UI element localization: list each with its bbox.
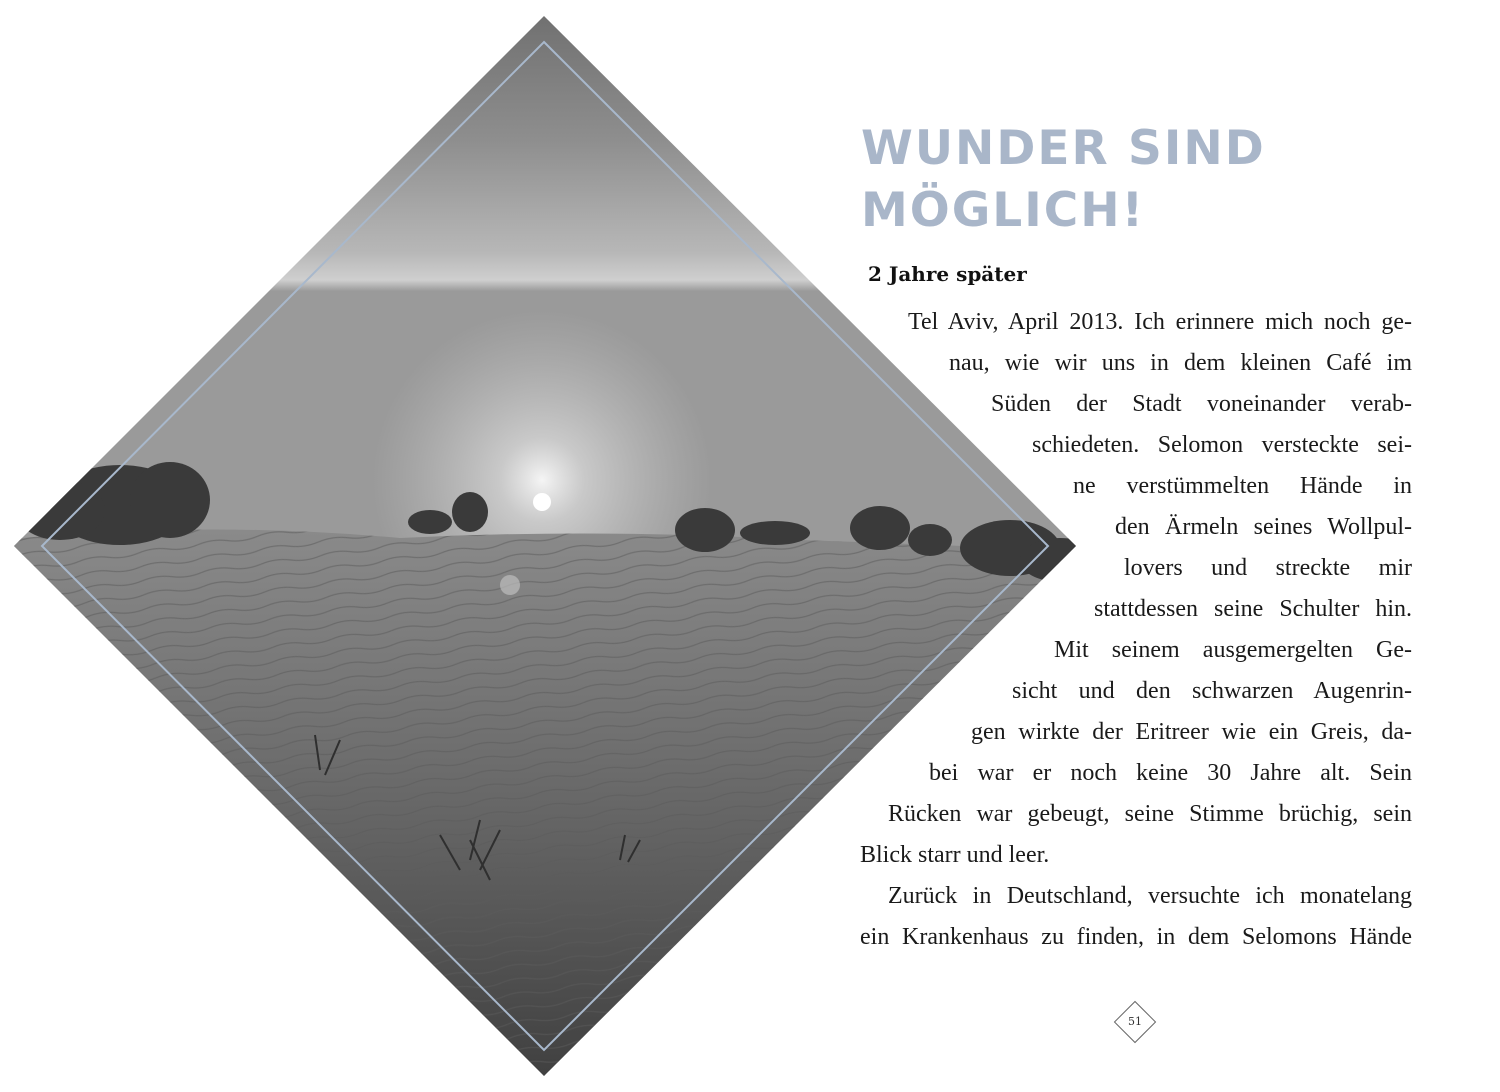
text-line: Rücken war gebeugt, seine Stimme brüchig, sein [888,801,1412,827]
text-line: bei war er noch keine 30 Jahre alt. Sein [929,760,1412,786]
text-line: ne verstümmelten Hände in [1073,473,1412,499]
text-line: gen wirkte der Eritreer wie ein Greis, da- [971,719,1412,745]
text-line: schiedeten. Selomon versteckte sei- [1032,432,1412,458]
text-line: Mit seinem ausgemergelten Ge- [1054,637,1412,663]
text-line: Süden der Stadt voneinander verab- [991,391,1412,417]
text-line: Blick starr und leer. [860,842,1050,868]
text-line: Tel Aviv, April 2013. Ich erinnere mich noch ge- [908,309,1412,335]
text-line: Zurück in Deutschland, versuchte ich monatelang [888,883,1412,909]
section-subtitle: 2 Jahre später [868,262,1027,286]
text-line: ein Krankenhaus zu finden, in dem Selomons Hände [860,924,1412,950]
chapter-title [861,118,1266,242]
title-line-1: WUNDER SIND [861,121,1266,176]
text-line: lovers und streckte mir [1124,555,1412,581]
text-line: sicht und den schwarzen Augenrin- [1012,678,1412,704]
text-line: stattdessen seine Schulter hin. [1094,596,1412,622]
page-number: 51 [1128,1015,1142,1028]
page-number-badge [1113,1000,1157,1044]
title-line-2: MÖGLICH! [861,183,1146,238]
text-line: den Ärmeln seines Wollpul- [1115,514,1412,540]
text-line: nau, wie wir uns in dem kleinen Café im [949,350,1412,376]
